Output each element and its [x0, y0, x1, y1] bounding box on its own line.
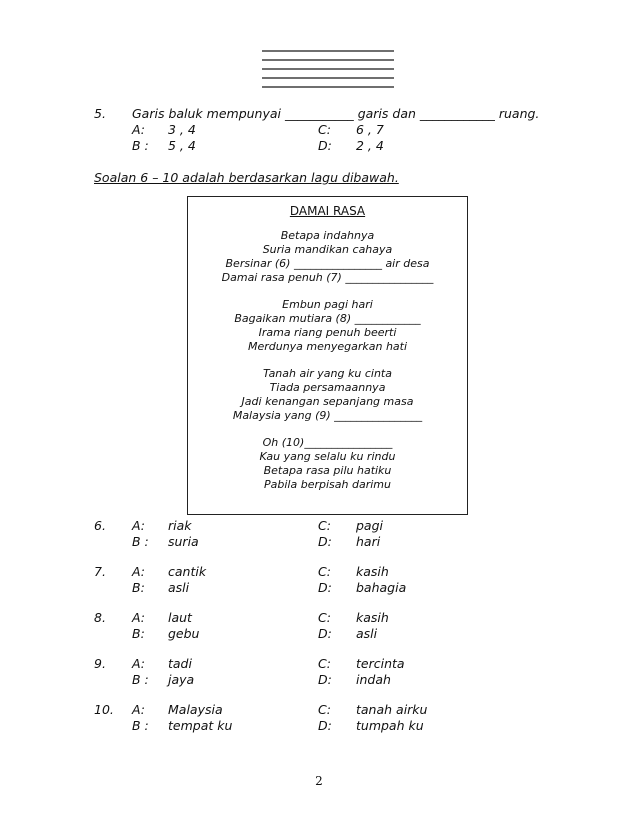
option-label: B : [132, 672, 149, 687]
lyric-line: Merdunya menyegarkan hati [247, 340, 408, 353]
option-b: tempat ku [168, 718, 233, 733]
option-c: 6 , 7 [356, 122, 384, 137]
option-label: C: [318, 518, 331, 533]
option-label: B : [132, 718, 149, 733]
option-label: D: [318, 138, 332, 153]
lyric-line: Pabila berpisah darimu [264, 478, 391, 491]
page-number: 2 [315, 774, 323, 788]
question-number: 6. [94, 518, 106, 533]
option-c: tanah airku [356, 702, 428, 717]
option-d: hari [356, 534, 381, 549]
question-number: 8. [94, 610, 106, 625]
option-a: riak [168, 518, 192, 533]
option-c: kasih [356, 610, 389, 625]
lyric-line: Kau yang selalu ku rindu [259, 450, 396, 463]
option-label: C: [318, 610, 331, 625]
option-label: C: [318, 122, 331, 137]
option-d: asli [356, 626, 378, 641]
lyric-line: Betapa indahnya [280, 229, 375, 242]
lyric-line: Bersinar (6) ________________ air desa [225, 257, 430, 270]
lyric-line: Oh (10)________________ [262, 436, 393, 449]
lyric-line: Suria mandikan cahaya [262, 243, 393, 256]
lyric-line: Tiada persamaannya [269, 381, 386, 394]
option-d: indah [356, 672, 391, 687]
option-label: C: [318, 656, 331, 671]
option-c: tercinta [356, 656, 405, 671]
option-a: cantik [168, 564, 207, 579]
option-label: D: [318, 534, 332, 549]
question-number: 10. [94, 702, 114, 717]
option-b: asli [168, 580, 190, 595]
option-d: bahagia [356, 580, 407, 595]
option-b: suria [168, 534, 199, 549]
lyric-line: Damai rasa penuh (7) ________________ [221, 271, 434, 284]
option-d: tumpah ku [356, 718, 424, 733]
question-number: 5. [94, 106, 106, 121]
option-c: pagi [356, 518, 384, 533]
option-c: kasih [356, 564, 389, 579]
lyric-line: Bagaikan mutiara (8) ____________ [234, 312, 421, 325]
option-label: B : [132, 534, 149, 549]
option-label: A: [132, 122, 145, 137]
section-instruction: Soalan 6 – 10 adalah berdasarkan lagu dibawah. [94, 170, 399, 185]
option-label: B : [132, 138, 149, 153]
music-staff-image [262, 50, 394, 90]
option-a: 3 , 4 [168, 122, 196, 137]
option-label: D: [318, 626, 332, 641]
lyric-line: Betapa rasa pilu hatiku [263, 464, 392, 477]
lyric-line: Irama riang penuh beerti [258, 326, 397, 339]
option-label: C: [318, 702, 331, 717]
option-a: Malaysia [168, 702, 223, 717]
option-a: laut [168, 610, 192, 625]
lyric-line: Malaysia yang (9) ________________ [232, 409, 423, 422]
song-lyrics-box [187, 196, 468, 515]
option-b: jaya [168, 672, 195, 687]
lyric-line: Embun pagi hari [282, 298, 373, 311]
option-label: A: [132, 518, 145, 533]
option-label: D: [318, 718, 332, 733]
lyric-line: Jadi kenangan sepanjang masa [241, 395, 414, 408]
lyric-line: Tanah air yang ku cinta [263, 367, 392, 380]
option-a: tadi [168, 656, 192, 671]
option-label: C: [318, 564, 331, 579]
option-label: A: [132, 564, 145, 579]
option-label: A: [132, 656, 145, 671]
option-label: B: [132, 580, 145, 595]
option-label: A: [132, 702, 145, 717]
option-b: gebu [168, 626, 200, 641]
option-label: D: [318, 580, 332, 595]
song-title: DAMAI RASA [289, 204, 366, 218]
question-number: 9. [94, 656, 106, 671]
option-b: 5 , 4 [168, 138, 196, 153]
question-text: Garis baluk mempunyai ___________ garis dan ____________ ruang. [132, 106, 540, 121]
option-label: D: [318, 672, 332, 687]
option-label: B: [132, 626, 145, 641]
question-number: 7. [94, 564, 106, 579]
option-d: 2 , 4 [356, 138, 384, 153]
option-label: A: [132, 610, 145, 625]
